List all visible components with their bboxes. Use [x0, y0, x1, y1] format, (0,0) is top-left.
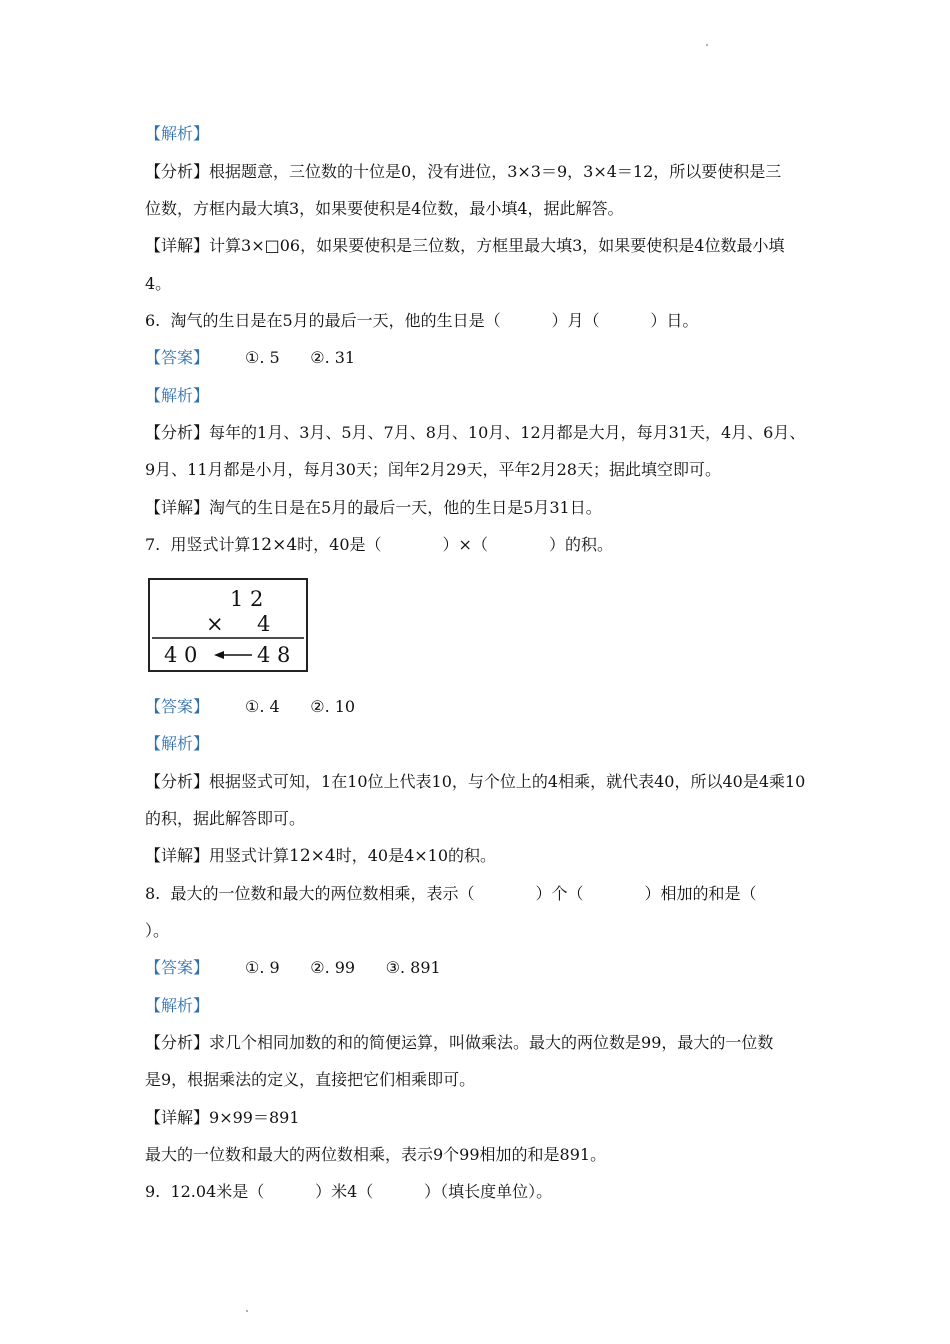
vertical-calc-svg	[150, 580, 306, 670]
q7-fenxi-line-1	[145, 772, 805, 792]
q8-fenxi-line-1	[145, 1033, 773, 1053]
q6-answer: ①. 5 ②. 31	[245, 348, 356, 367]
q8-xiangjie-text-1: 9×99＝891	[209, 1108, 300, 1127]
q8-question-line-2: ）。	[145, 921, 170, 940]
q5-fenxi-tag: 【分析】	[145, 162, 210, 181]
calc-row-multiplicand: 1 2	[230, 587, 264, 611]
q5-fenxi-text-1: 根据题意，三位数的十位是0，没有进位，3×3＝9，3×4＝12，所以要使积是三	[209, 162, 782, 181]
q7-xiangjie-tag: 【详解】	[145, 846, 210, 865]
q8-fenxi-text-1: 求几个相同加数的和的简便运算，叫做乘法。最大的两位数是99，最大的一位数	[209, 1033, 774, 1052]
q6-question: 6. 淘气的生日是在5月的最后一天，他的生日是（ ）月（ ）日。	[145, 311, 699, 330]
q6-xiangjie-tag: 【详解】	[145, 498, 210, 517]
calc-partial-right: 4 8	[257, 643, 291, 667]
q8-fenxi-line-2: 是9，根据乘法的定义，直接把它们相乘即可。	[145, 1070, 476, 1089]
q6-fenxi-line-1	[145, 423, 805, 443]
q5-xiangjie-line-2: 4。	[145, 274, 172, 293]
q7-xiangjie-line	[145, 846, 496, 866]
q7-question	[145, 535, 613, 555]
q7-answer: ①. 4 ②. 10	[245, 697, 356, 716]
q7-answer-line	[145, 697, 355, 717]
q7-xiangjie-expr: 12×4	[289, 846, 336, 866]
q5-xiangjie-text-1: 计算3×□06，如果要使积是三位数，方框里最大填3，如果要使积是4位数最小填	[209, 236, 785, 255]
q5-fenxi-line-2: 位数，方框内最大填3，如果要使积是4位数，最小填4，据此解答。	[145, 199, 624, 218]
calc-multiplier: 4	[257, 612, 271, 636]
top-dot-mark	[706, 44, 708, 46]
q6-answer-line	[145, 348, 355, 368]
q6-answer-tag: 【答案】	[145, 348, 210, 367]
q7-fenxi-line-2: 的积，据此解答即可。	[145, 809, 306, 828]
q8-xiangjie-line-2: 最大的一位数和最大的两位数相乘，表示9个99相加的和是891。	[145, 1145, 607, 1164]
q8-answer-tag: 【答案】	[145, 958, 210, 977]
q8-answer-line	[145, 958, 441, 978]
q7-jiexi-heading: 【解析】	[145, 734, 210, 753]
q6-xiangjie-text: 淘气的生日是在5月的最后一天，他的生日是5月31日。	[209, 498, 602, 517]
q8-xiangjie-tag: 【详解】	[145, 1108, 210, 1127]
q6-fenxi-line-2: 9月、11月都是小月，每月30天；闰年2月29天，平年2月28天；据此填空即可。	[145, 460, 721, 479]
q6-fenxi-tag: 【分析】	[145, 423, 210, 442]
calc-times-sign: ×	[206, 612, 224, 636]
q8-answer: ①. 9 ②. 99 ③. 891	[245, 958, 441, 977]
vertical-multiplication-diagram	[148, 578, 308, 672]
q5-xiangjie-line-1	[145, 236, 784, 256]
q7-fenxi-text-1: 根据竖式可知，1在10位上代表10，与个位上的4相乘，就代表40，所以40是4乘10	[209, 772, 806, 791]
q5-jiexi-heading: 【解析】	[145, 124, 210, 143]
q8-xiangjie-line-1	[145, 1108, 300, 1128]
q8-question-line-1: 8. 最大的一位数和最大的两位数相乘，表示（ ）个（ ）相加的和是（	[145, 884, 757, 903]
calc-partial-left: 4 0	[164, 643, 198, 667]
bottom-dot-mark	[246, 1310, 248, 1312]
q7-xiangjie-prefix: 用竖式计算	[209, 846, 290, 865]
q7-xiangjie-suffix: 时，40是4×10的积。	[335, 846, 497, 865]
q9-question: 9. 12.04米是（ ）米4（ ）（填长度单位）。	[145, 1182, 553, 1201]
calc-arrow-icon	[214, 651, 224, 659]
q8-fenxi-tag: 【分析】	[145, 1033, 210, 1052]
q8-jiexi-heading: 【解析】	[145, 996, 210, 1015]
q5-fenxi-line-1	[145, 162, 781, 182]
q6-xiangjie-line	[145, 498, 602, 518]
q7-answer-tag: 【答案】	[145, 697, 210, 716]
q5-xiangjie-tag: 【详解】	[145, 236, 210, 255]
q7-question-suffix: 时，40是（ ）×（ ）的积。	[297, 535, 613, 554]
q7-question-expr: 12×4	[250, 535, 298, 555]
q6-jiexi-heading: 【解析】	[145, 386, 210, 405]
q7-question-prefix: 7. 用竖式计算	[145, 535, 251, 554]
q7-fenxi-tag: 【分析】	[145, 772, 210, 791]
q6-fenxi-text-1: 每年的1月、3月、5月、7月、8月、10月、12月都是大月，每月31天，4月、6月、	[209, 423, 806, 442]
